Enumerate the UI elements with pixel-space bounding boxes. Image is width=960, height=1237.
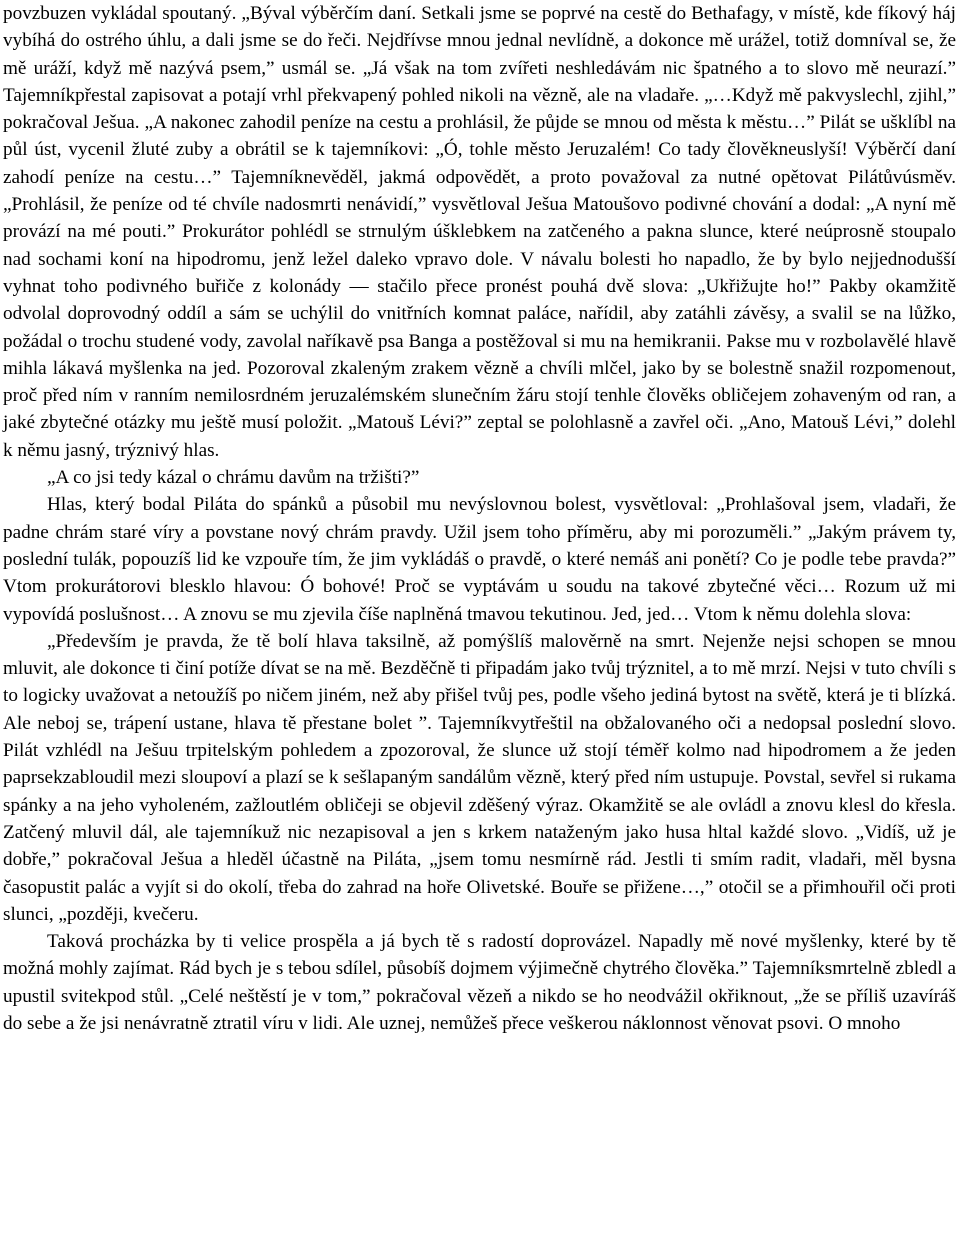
paragraph-4: „Především je pravda, že tě bolí hlava taksilně, až pomýšlíš malověrně na smrt. Nejenže nejsi schopen se mnou mluvit, ale dokonce ti činí potíže dívat se na mě. Bezděčně ti připadám jako tvůj trýznitel, a to mě mrzí. Nejsi v tuto chvíli s to logicky uvažovat a netoužíš po ničem jiném, než aby přišel tvůj pes, podle všeho jediná bytost na světě, která je ti blízká. Ale neboj se, trápení ustane, hlava tě přestane bolet ”. Tajemníkvytřeštil na obžalovaného oči a nedopsal poslední slovo. Pilát vzhlédl na Ješuu trpitelským pohledem a zpozoroval, že slunce už stojí téměř kolmo nad hipodromem a že jeden paprsekzabloudil mezi sloupoví a plazí se k sešlapaným sandálům vězně, který před ním ustupuje. Povstal, sevřel si rukama spánky a na jeho vyholeném, zažloutlém obličeji se objevil zděšený výraz. Okamžitě se ale ovládl a znovu klesl do křesla. Zatčený mluvil dál, ale tajemníkuž nic nezapisoval a jen s krkem nataženým jako husa hltal každé slovo. „Vidíš, už je dobře,” pokračoval Ješua a hleděl účastně na Piláta, „jsem tomu nesmírně rád. Jestli ti smím radit, vladaři, měl bysna časopustit palác a vyjít si do okolí, třeba do zahrad na hoře Olivetské. Bouře se přižene…,” otočil se a přimhouřil oči proti slunci, „později, kvečeru. [3,630,956,925]
paragraph-1: povzbuzen vykládal spoutaný. „Býval výběrčím daní. Setkali jsme se poprvé na cestě do Bethafagy, v místě, kde fíkový háj vybíhá do ostrého úhlu, a dali jsme se do řeči. Nejdřívse mnou jednal nevlídně, a dokonce mě urážel, totiž domníval se, že mě uráží, když mě nazývá psem,” usmál se. „Já však na tom zvířeti neshledávám nic špatného a to slovo mě neurazí.” Tajemníkpřestal zapisovat a potají vrhl překvapený pohled nikoli na vězně, ale na vladaře. „…Když mě pakvyslechl, zjihl,” pokračoval Ješua. „A nakonec zahodil peníze na cestu a prohlásil, že půjde se mnou od města k městu…” Pilát se ušklíbl na půl úst, vycenil žluté zuby a obrátil se k tajemníkovi: „Ó, tohle město Jeruzalém! Co tady člověkneuslyší! Výběrčí daní zahodí peníze na cestu…” Tajemníknevěděl, jakmá odpovědět, a proto považoval za nutné opětovat Pilátůvúsměv. „Prohlásil, že peníze od té chvíle nadosmrti nenávidí,” vysvětloval Ješua Matoušovo podivné chování a dodal: „A nyní mě provází na mé pouti.” Prokurátor pohlédl se strnulým úšklebkem na zatčeného a pakna slunce, které neúprosně stoupalo nad sochami koní na hipodromu, jenž ležel daleko vpravo dole. V návalu bolesti ho napadlo, že by bylo nejjednodušší vyhnat toho podivného buřiče z kolonády — stačilo přece pronést pouhá dvě slova: „Ukřižujte ho!” Pakby okamžitě odvolal doprovodný oddíl a sám se uchýlil do vnitřních komnat paláce, nařídil, aby zatáhli závěsy, a svalil se na lůžko, požádal o trochu studené vody, zavolal naříkavě psa Banga a postěžoval si mu na hemikranii. Pakse mu v rozbolavělé hlavě mihla lákavá myšlenka na jed. Pozoroval zkaleným zrakem vězně a chvíli mlčel, jako by se bolestně snažil rozpomenout, proč před ním v ranním nemilosrdném jeruzalémském slunečním žáru stojí tenhle člověks obličejem zohaveným od ran, a jaké zbytečné otázky mu ještě musí položit. „Matouš Lévi?” zeptal se polohlasně a zavřel oči. „Ano, Matouš Lévi,” dolehl k němu jasný, trýznivý hlas. [3,3,956,461]
paragraph-3: Hlas, který bodal Piláta do spánků a působil mu nevýslovnou bolest, vysvětloval: „Prohlašoval jsem, vladaři, že padne chrám staré víry a povstane nový chrám pravdy. Užil jsem toho příměru, aby mi porozuměli.” „Jakým právem ty, poslední tulák, popouzíš lid ke vzpouře tím, že jim vykládáš o pravdě, o které nemáš ani ponětí? Co je podle tebe pravda?” Vtom prokurátorovi blesklo hlavou: Ó bohové! Proč se vyptávám u soudu na takové zbytečné věci… Rozum už mi vypovídá poslušnost… A znovu se mu zjevila číše naplněná tmavou tekutinou. Jed, jed… Vtom k němu dolehla slova: [3,494,956,625]
paragraph-2: „A co jsi tedy kázal o chrámu davům na tržišti?” [47,467,420,489]
paragraph-5: Taková procházka by ti velice prospěla a já bych tě s radostí doprovázel. Napadly mě nové myšlenky, které by tě možná mohly zajímat. Rád bych je s tebou sdílel, působíš dojmem výjimečně chytrého člověka.” Tajemníksmrtelně zbledl a upustil svitekpod stůl. „Celé neštěstí je v tom,” pokračoval vězeň a nikdo se ho neodvážil okřiknout, „že se příliš uzavíráš do sebe a že jsi nenávratně ztratil víru v lidi. Ale uznej, nemůžeš přece veškerou náklonnost věnovat psovi. O mnoho [3,931,956,1034]
